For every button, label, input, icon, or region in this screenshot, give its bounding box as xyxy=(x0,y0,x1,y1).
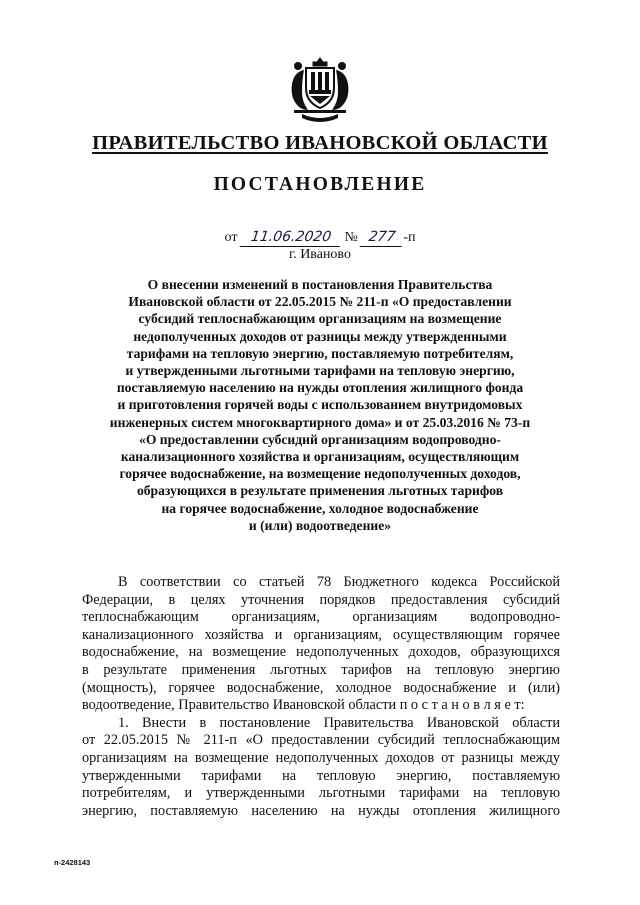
organization-title xyxy=(0,130,640,156)
subject-line: поставляемую населению на нужды отопления жилищного фонда xyxy=(116,380,524,396)
body-line: от 22.05.2015 № 211-п «О предоставлении субсидий теплоснабжающим xyxy=(82,732,560,749)
body-line: утвержденными тарифами на тепловую энергию, поставляемую xyxy=(82,767,560,784)
subject-line: канализационного хозяйства и организациям, осуществляющим xyxy=(120,449,520,465)
date-value: 11.06.2020 xyxy=(240,228,343,247)
subject-line: и утвержденными льготными тарифами на тепловую энергию, xyxy=(125,363,515,379)
subject-line: и приготовления горячей воды с использованием внутридомовых xyxy=(117,397,523,413)
coat-of-arms-icon xyxy=(286,54,354,124)
body-line: водоотведение, Правительство Ивановской области п о с т а н о в л я е т: xyxy=(82,697,525,714)
body-text xyxy=(82,574,560,820)
body-line: (мощность), горячее водоснабжение, холодное водоснабжение и (или) xyxy=(82,679,560,696)
number-prefix: № xyxy=(344,230,358,245)
subject-line: Ивановской области от 22.05.2015 № 211-п «О предоставлении xyxy=(128,294,512,310)
date-number-line xyxy=(0,228,640,247)
subject-line: субсидий теплоснабжающим организациям на возмещение xyxy=(138,311,502,327)
footer-code: п-2428143 xyxy=(54,858,91,867)
date-prefix: от xyxy=(224,230,238,245)
subject-line: недополученных доходов от разницы между утвержденными xyxy=(133,328,507,344)
subject-line: инженерных систем многоквартирного дома» и от 25.03.2016 № 73-п xyxy=(109,414,531,430)
subject-line: образующихся в результате применения льготных тарифов xyxy=(136,483,504,499)
number-suffix: -п xyxy=(403,230,416,245)
body-line: энергию, поставляемую населению на нужды отопления жилищного xyxy=(82,802,560,819)
body-line: Федерации, в целях уточнения порядков предоставления субсидий xyxy=(82,591,560,608)
subject-line: горячее водоснабжение, на возмещение недополученных доходов, xyxy=(119,466,521,482)
body-line: водоснабжение, на возмещение недополученных доходов, образующихся xyxy=(82,644,560,661)
subject-line: тарифами на тепловую энергию, поставляемую потребителям, xyxy=(126,345,514,361)
city: г. Иваново xyxy=(289,247,351,262)
body-line: в результате применения льготных тарифов на тепловую энергию xyxy=(82,661,560,678)
body-line: канализационного хозяйства и организациям, осуществляющим горячее xyxy=(82,626,560,643)
number-value: 277 xyxy=(360,228,405,247)
subject-line: на горячее водоснабжение, холодное водоснабжение xyxy=(161,500,479,516)
subject-heading xyxy=(70,276,570,534)
subject-line: «О предоставлении субсидий организациям водопроводно- xyxy=(139,431,501,447)
body-line: организациям на возмещение недополученных доходов от разницы между xyxy=(82,749,560,766)
body-line: В соответствии со статьей 78 Бюджетного кодекса Российской xyxy=(118,574,560,590)
subject-line: и (или) водоотведение» xyxy=(248,517,392,533)
organization-name: ПРАВИТЕЛЬСТВО ИВАНОВСКОЙ ОБЛАСТИ xyxy=(92,132,548,154)
body-line: потребителям, и утвержденными льготными тарифами на тепловую xyxy=(82,785,560,802)
body-line: теплоснабжающим организациям, организациям водопроводно- xyxy=(82,609,560,626)
subject-line: О внесении изменений в постановления Правительства xyxy=(147,277,493,292)
document-type: ПОСТАНОВЛЕНИЕ xyxy=(213,174,427,195)
body-line: 1. Внести в постановление Правительства Ивановской области xyxy=(118,714,560,731)
